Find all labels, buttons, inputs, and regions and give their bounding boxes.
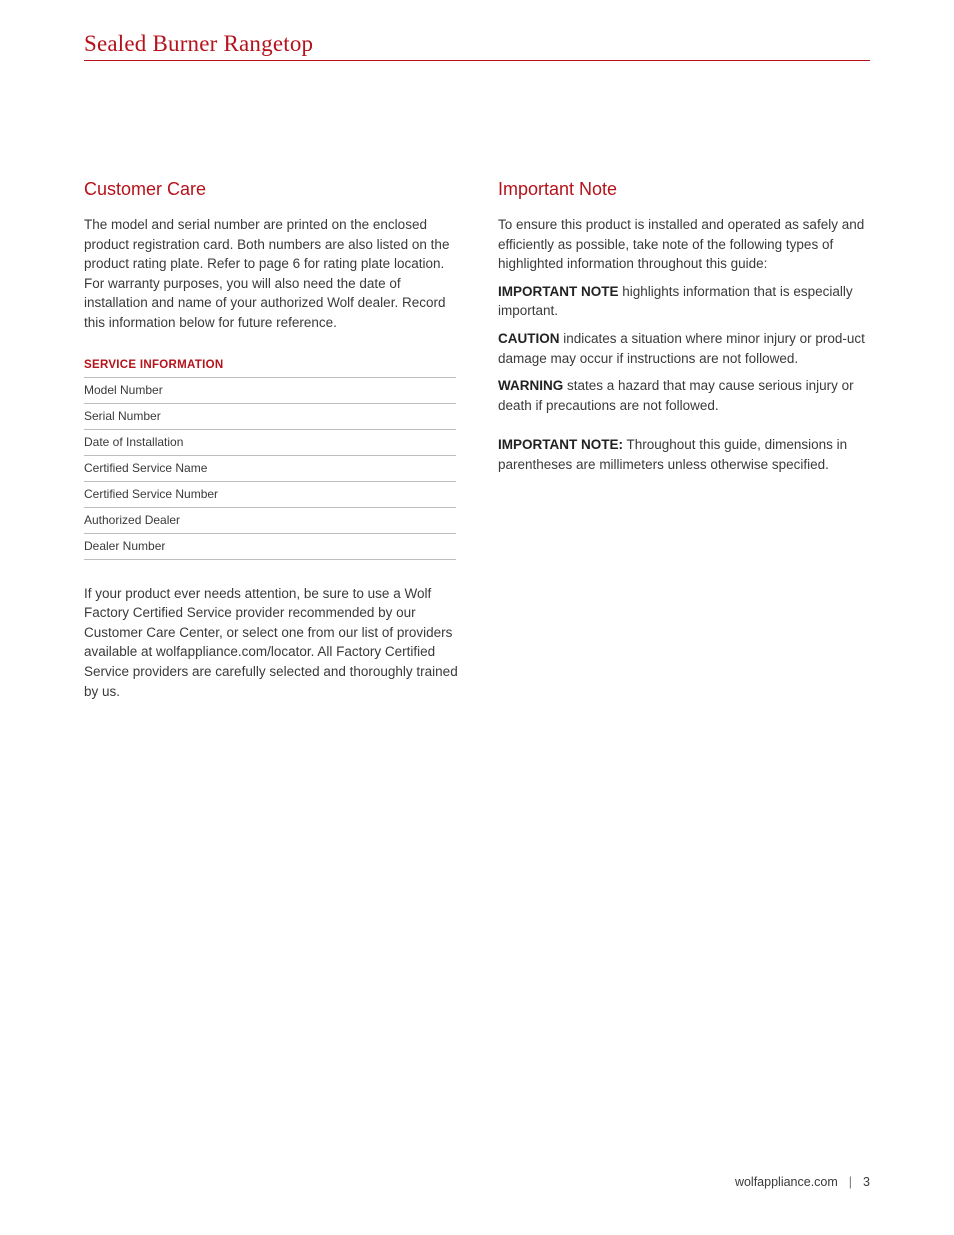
service-row-model-number: Model Number — [84, 378, 456, 404]
note-label-warning: WARNING — [498, 378, 564, 394]
page-number: 3 — [863, 1175, 870, 1189]
service-information-table — [84, 377, 456, 560]
service-row-authorized-dealer: Authorized Dealer — [84, 508, 456, 534]
important-note-heading: Important Note — [498, 179, 618, 199]
footer-site: wolfappliance.com — [734, 1175, 838, 1189]
service-information-title: SERVICE INFORMATION — [84, 358, 224, 371]
note-label-important: IMPORTANT NOTE — [498, 283, 619, 299]
customer-care-section — [84, 178, 459, 701]
note-label-caution: CAUTION — [498, 330, 560, 346]
important-note-intro: To ensure this product is installed and operated as safely and efficiently as possible, take note of the following types of highlighted information throughout this guide: — [498, 217, 865, 272]
footer-separator: | — [848, 1175, 853, 1189]
dimensions-note — [498, 435, 880, 474]
page-footer — [735, 1175, 870, 1189]
note-item-important — [498, 282, 880, 321]
service-row-date-of-installation: Date of Installation — [84, 430, 456, 456]
note-item-caution — [498, 329, 880, 368]
service-row-dealer-number: Dealer Number — [84, 534, 456, 560]
note-text-caution: indicates a situation where minor injury or prod-uct damage may occur if instructions are not followed. — [498, 330, 865, 366]
customer-care-intro: The model and serial number are printed on the enclosed product registration card. Both numbers are also listed on the product rating plate. Refer to page 6 for rating plate location. For warranty purposes, you will also need the date of installation and name of your authorized Wolf dealer. Record this information below for future reference. — [84, 217, 450, 330]
service-row-certified-service-number: Certified Service Number — [84, 482, 456, 508]
note-text-important: highlights information that is especially important. — [498, 283, 853, 319]
service-row-serial-number: Serial Number — [84, 404, 456, 430]
note-item-warning — [498, 376, 880, 415]
customer-care-heading: Customer Care — [84, 179, 207, 199]
customer-care-closing: If your product ever needs attention, be sure to use a Wolf Factory Certified Service provider recommended by our Customer Care Center, or select one from our list of providers available at wolfappliance.com/locator. All Factory Certified Service providers are carefully selected and thoroughly trained by us. — [84, 585, 458, 699]
title-divider — [84, 60, 870, 61]
important-note-section — [498, 178, 880, 475]
page-title: Sealed Burner Rangetop — [84, 31, 314, 56]
note-text-warning: states a hazard that may cause serious injury or death if precautions are not followed. — [498, 378, 854, 413]
dimensions-note-label: IMPORTANT NOTE: — [498, 437, 623, 453]
dimensions-note-text: Throughout this guide, dimensions in parentheses are millimeters unless otherwise specified. — [498, 437, 848, 472]
service-row-certified-service-name: Certified Service Name — [84, 456, 456, 482]
